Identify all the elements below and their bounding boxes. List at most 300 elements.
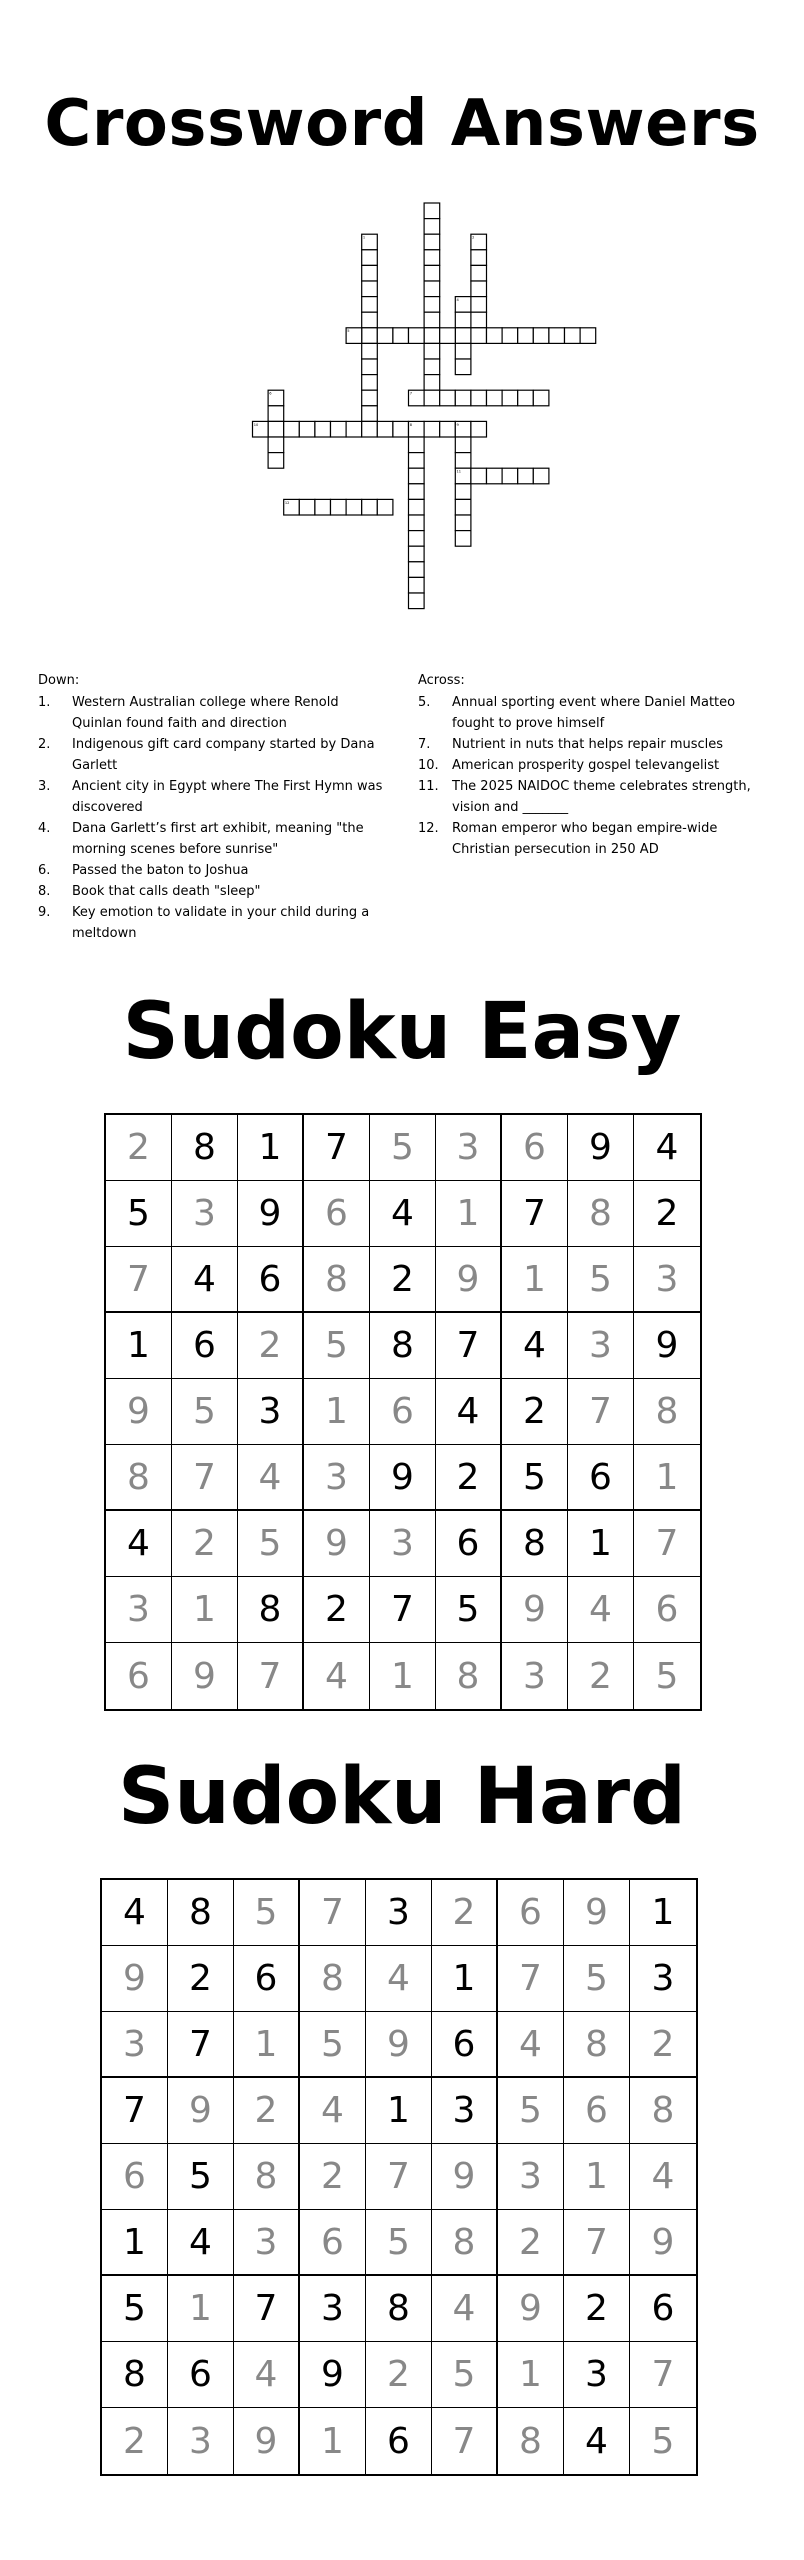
sudoku-cell: 9 (304, 1511, 370, 1577)
sudoku-cell: 7 (234, 2276, 300, 2342)
sudoku-cell: 3 (366, 1880, 432, 1946)
crossword-cell (455, 499, 471, 515)
sudoku-cell: 4 (304, 1643, 370, 1709)
sudoku-cell: 5 (172, 1379, 238, 1445)
sudoku-cell: 6 (304, 1181, 370, 1247)
crossword-cell (331, 421, 347, 437)
sudoku-cell: 1 (172, 1577, 238, 1643)
sudoku-cell: 5 (304, 1313, 370, 1379)
clue-text: Western Australian college where Renold Quinlan found faith and direction (72, 695, 339, 731)
sudoku-cell: 4 (172, 1247, 238, 1313)
crossword-cell (533, 390, 549, 406)
sudoku-cell: 3 (172, 1181, 238, 1247)
crossword-cell (471, 250, 487, 266)
sudoku-cell: 9 (366, 2012, 432, 2078)
crossword-title: Crossword Answers (44, 87, 760, 161)
crossword-cell (362, 312, 378, 328)
across-heading: Across: (418, 673, 465, 688)
crossword-cell (440, 421, 456, 437)
sudoku-cell: 1 (568, 1511, 634, 1577)
crossword-cell (424, 234, 440, 250)
crossword-cell (409, 453, 425, 469)
sudoku-cell: 9 (498, 2276, 564, 2342)
sudoku-cell: 7 (564, 2210, 630, 2276)
sudoku-cell: 7 (498, 1946, 564, 2012)
clue-text: Book that calls death "sleep" (72, 884, 261, 899)
sudoku-hard-title: Sudoku Hard (118, 1752, 686, 1842)
sudoku-cell: 5 (366, 2210, 432, 2276)
sudoku-cell: 9 (564, 1880, 630, 1946)
sudoku-cell: 2 (102, 2408, 168, 2474)
crossword-cell (409, 499, 425, 515)
crossword-cell (409, 546, 425, 562)
down-clue (38, 692, 388, 734)
clue-text: Roman emperor who began empire-wide Christian persecution in 250 AD (452, 821, 718, 857)
clue-number: 6. (38, 863, 51, 878)
crossword-cell-number: 10 (253, 422, 259, 427)
sudoku-cell: 9 (370, 1445, 436, 1511)
crossword-cell (487, 390, 503, 406)
sudoku-cell: 7 (102, 2078, 168, 2144)
sudoku-cell: 7 (172, 1445, 238, 1511)
sudoku-cell: 4 (238, 1445, 304, 1511)
crossword-cell (424, 328, 440, 344)
clue-number: 4. (38, 821, 51, 836)
crossword-cell (455, 343, 471, 359)
across-clue (418, 776, 768, 818)
sudoku-cell: 7 (106, 1247, 172, 1313)
sudoku-cell: 4 (498, 2012, 564, 2078)
crossword-cell-number: 7 (409, 391, 412, 396)
crossword-cell (471, 390, 487, 406)
crossword-cell (362, 328, 378, 344)
sudoku-cell: 8 (234, 2144, 300, 2210)
crossword-grid (0, 0, 804, 620)
crossword-cell (487, 468, 503, 484)
sudoku-hard-grid (100, 1878, 698, 2476)
clue-text: The 2025 NAIDOC theme celebrates strength, vision and _______ (452, 779, 751, 815)
sudoku-cell: 5 (168, 2144, 234, 2210)
crossword-cell (533, 468, 549, 484)
crossword-cell (471, 281, 487, 297)
sudoku-cell: 2 (168, 1946, 234, 2012)
sudoku-cell: 4 (432, 2276, 498, 2342)
sudoku-cell: 9 (432, 2144, 498, 2210)
crossword-cell (409, 531, 425, 547)
crossword-cell (424, 297, 440, 313)
sudoku-cell: 3 (238, 1379, 304, 1445)
crossword-cell (471, 265, 487, 281)
crossword-cell (549, 328, 565, 344)
sudoku-cell: 8 (630, 2078, 696, 2144)
sudoku-cell: 6 (366, 2408, 432, 2474)
crossword-cell (299, 499, 315, 515)
sudoku-cell: 3 (106, 1577, 172, 1643)
sudoku-easy-grid (104, 1113, 702, 1711)
crossword-cell (455, 531, 471, 547)
crossword-cell (455, 515, 471, 531)
sudoku-cell: 6 (432, 2012, 498, 2078)
sudoku-cell: 4 (502, 1313, 568, 1379)
crossword-cell (471, 421, 487, 437)
crossword-cell (362, 281, 378, 297)
sudoku-cell: 2 (432, 1880, 498, 1946)
sudoku-cell: 7 (568, 1379, 634, 1445)
sudoku-cell: 8 (436, 1643, 502, 1709)
sudoku-cell: 6 (234, 1946, 300, 2012)
crossword-cell-number: 8 (409, 422, 412, 427)
crossword-cell (424, 390, 440, 406)
sudoku-cell: 5 (498, 2078, 564, 2144)
crossword-cell (440, 328, 456, 344)
crossword-cell (471, 312, 487, 328)
sudoku-cell: 8 (304, 1247, 370, 1313)
sudoku-cell: 2 (370, 1247, 436, 1313)
crossword-cell (377, 499, 393, 515)
sudoku-cell: 2 (300, 2144, 366, 2210)
across-clue (418, 692, 768, 734)
down-clue (38, 881, 388, 902)
sudoku-cell: 1 (366, 2078, 432, 2144)
crossword-cell-number: 4 (456, 298, 459, 302)
sudoku-cell: 4 (234, 2342, 300, 2408)
crossword-cell (518, 390, 534, 406)
sudoku-cell: 7 (238, 1643, 304, 1709)
crossword-cell (362, 250, 378, 266)
sudoku-cell: 5 (234, 1880, 300, 1946)
crossword-cell (393, 328, 409, 344)
sudoku-cell: 4 (102, 1880, 168, 1946)
clue-text: Ancient city in Egypt where The First Hymn was discovered (72, 779, 383, 815)
clue-text: American prosperity gospel televangelist (452, 758, 720, 773)
clue-number: 3. (38, 779, 51, 794)
sudoku-cell: 3 (502, 1643, 568, 1709)
sudoku-cell: 4 (630, 2144, 696, 2210)
crossword-cell (409, 593, 425, 609)
sudoku-cell: 2 (630, 2012, 696, 2078)
sudoku-cell: 2 (502, 1379, 568, 1445)
sudoku-cell: 9 (106, 1379, 172, 1445)
sudoku-cell: 6 (172, 1313, 238, 1379)
sudoku-cell: 6 (106, 1643, 172, 1709)
clue-number: 2. (38, 737, 51, 752)
down-clue (38, 860, 388, 881)
sudoku-cell: 7 (168, 2012, 234, 2078)
sudoku-cell: 5 (436, 1577, 502, 1643)
crossword-cell (424, 375, 440, 391)
sudoku-cell: 9 (172, 1643, 238, 1709)
sudoku-cell: 1 (564, 2144, 630, 2210)
sudoku-cell: 6 (498, 1880, 564, 1946)
crossword-cell-number: 12 (284, 500, 290, 505)
sudoku-cell: 8 (106, 1445, 172, 1511)
sudoku-cell: 7 (634, 1511, 700, 1577)
sudoku-cell: 6 (568, 1445, 634, 1511)
sudoku-cell: 3 (498, 2144, 564, 2210)
down-clues (38, 670, 388, 944)
crossword-cell (455, 312, 471, 328)
crossword-cell (455, 359, 471, 375)
crossword-cell (346, 421, 362, 437)
crossword-cell (362, 297, 378, 313)
crossword-cell (409, 515, 425, 531)
clue-number: 7. (418, 737, 431, 752)
crossword-cell (424, 219, 440, 235)
sudoku-cell: 4 (366, 1946, 432, 2012)
crossword-cell (424, 265, 440, 281)
sudoku-cell: 1 (502, 1247, 568, 1313)
sudoku-cell: 1 (304, 1379, 370, 1445)
crossword-cell (362, 265, 378, 281)
clue-number: 9. (38, 905, 51, 920)
sudoku-cell: 8 (370, 1313, 436, 1379)
sudoku-cell: 2 (366, 2342, 432, 2408)
sudoku-cell: 1 (102, 2210, 168, 2276)
crossword-cell (502, 390, 518, 406)
crossword-cell (362, 421, 378, 437)
clue-number: 11. (418, 779, 439, 794)
crossword-cell (533, 328, 549, 344)
crossword-cell-number: 2 (472, 235, 475, 240)
sudoku-cell: 7 (304, 1115, 370, 1181)
crossword-cell (377, 328, 393, 344)
sudoku-cell: 2 (234, 2078, 300, 2144)
sudoku-cell: 1 (436, 1181, 502, 1247)
sudoku-cell: 8 (172, 1115, 238, 1181)
clue-text: Nutrient in nuts that helps repair muscles (452, 737, 724, 752)
sudoku-cell: 1 (106, 1313, 172, 1379)
sudoku-cell: 1 (432, 1946, 498, 2012)
crossword-cell (331, 499, 347, 515)
sudoku-cell: 8 (498, 2408, 564, 2474)
crossword-cell-number: 9 (456, 422, 459, 427)
crossword-cell (502, 468, 518, 484)
sudoku-cell: 3 (630, 1946, 696, 2012)
sudoku-cell: 1 (634, 1445, 700, 1511)
crossword-cell (315, 421, 331, 437)
sudoku-cell: 9 (436, 1247, 502, 1313)
sudoku-cell: 4 (370, 1181, 436, 1247)
sudoku-cell: 6 (168, 2342, 234, 2408)
sudoku-cell: 4 (300, 2078, 366, 2144)
sudoku-cell: 7 (436, 1313, 502, 1379)
sudoku-cell: 1 (498, 2342, 564, 2408)
clue-number: 12. (418, 821, 439, 836)
crossword-cell (424, 250, 440, 266)
crossword-cell (424, 312, 440, 328)
crossword-cell (362, 406, 378, 422)
sudoku-cell: 9 (168, 2078, 234, 2144)
across-clue (418, 818, 768, 860)
clue-number: 8. (38, 884, 51, 899)
sudoku-cell: 3 (168, 2408, 234, 2474)
sudoku-cell: 4 (106, 1511, 172, 1577)
down-heading: Down: (38, 673, 80, 688)
crossword-cell (424, 421, 440, 437)
sudoku-cell: 5 (651, 2420, 675, 2462)
sudoku-cell: 5 (568, 1247, 634, 1313)
sudoku-cell: 6 (436, 1511, 502, 1577)
sudoku-cell: 2 (436, 1445, 502, 1511)
sudoku-cell: 3 (234, 2210, 300, 2276)
crossword-cell (315, 499, 331, 515)
sudoku-cell: 3 (432, 2078, 498, 2144)
clue-text: Passed the baton to Joshua (72, 863, 249, 878)
sudoku-cell: 5 (655, 1655, 679, 1697)
sudoku-cell: 5 (502, 1445, 568, 1511)
sudoku-cell: 6 (564, 2078, 630, 2144)
crossword-cell (424, 203, 440, 219)
sudoku-cell: 9 (634, 1313, 700, 1379)
sudoku-cell: 5 (564, 1946, 630, 2012)
sudoku-cell: 9 (234, 2408, 300, 2474)
sudoku-cell: 6 (102, 2144, 168, 2210)
sudoku-cell: 2 (304, 1577, 370, 1643)
sudoku-cell: 6 (630, 2276, 696, 2342)
sudoku-cell: 5 (102, 2276, 168, 2342)
crossword-cell (377, 421, 393, 437)
crossword-cell (409, 484, 425, 500)
across-clues (418, 670, 768, 860)
crossword-cell (455, 390, 471, 406)
sudoku-cell: 3 (300, 2276, 366, 2342)
clue-text: Dana Garlett’s first art exhibit, meaning "the morning scenes before sunrise" (72, 821, 364, 857)
sudoku-cell: 2 (106, 1115, 172, 1181)
clue-text: Indigenous gift card company started by Dana Garlett (72, 737, 375, 773)
crossword-cell (362, 499, 378, 515)
sudoku-cell: 8 (502, 1511, 568, 1577)
sudoku-cell: 9 (502, 1577, 568, 1643)
sudoku-cell: 7 (370, 1577, 436, 1643)
sudoku-cell: 4 (168, 2210, 234, 2276)
clue-text: Key emotion to validate in your child during a meltdown (72, 905, 370, 941)
crossword-cell (455, 453, 471, 469)
sudoku-cell: 1 (370, 1643, 436, 1709)
sudoku-cell: 8 (432, 2210, 498, 2276)
sudoku-cell: 3 (102, 2012, 168, 2078)
sudoku-cell: 2 (634, 1181, 700, 1247)
sudoku-cell: 6 (238, 1247, 304, 1313)
crossword-cell (455, 437, 471, 453)
crossword-cell (518, 328, 534, 344)
sudoku-cell: 7 (366, 2144, 432, 2210)
sudoku-cell: 7 (502, 1181, 568, 1247)
sudoku-cell: 9 (630, 2210, 696, 2276)
sudoku-cell: 3 (370, 1511, 436, 1577)
sudoku-cell: 8 (300, 1946, 366, 2012)
crossword-cell (362, 375, 378, 391)
sudoku-cell: 3 (568, 1313, 634, 1379)
down-clue (38, 734, 388, 776)
sudoku-cell: 5 (238, 1511, 304, 1577)
sudoku-cell: 4 (634, 1115, 700, 1181)
sudoku-cell: 1 (234, 2012, 300, 2078)
across-clue (418, 755, 768, 776)
sudoku-cell: 7 (432, 2408, 498, 2474)
clue-text: Annual sporting event where Daniel Matteo fought to prove himself (452, 695, 736, 731)
sudoku-cell: 7 (300, 1880, 366, 1946)
sudoku-cell: 8 (366, 2276, 432, 2342)
sudoku-cell: 3 (436, 1115, 502, 1181)
crossword-cell (471, 468, 487, 484)
crossword-cell-number: 1 (362, 235, 366, 240)
crossword-cell (268, 437, 284, 453)
sudoku-cell: 6 (370, 1379, 436, 1445)
sudoku-cell: 6 (502, 1115, 568, 1181)
crossword-cell (424, 343, 440, 359)
sudoku-easy-title: Sudoku Easy (122, 987, 682, 1077)
clue-number: 5. (418, 695, 431, 710)
crossword-cell (409, 437, 425, 453)
across-clue (418, 734, 768, 755)
crossword-cell (440, 390, 456, 406)
crossword-cell (502, 328, 518, 344)
sudoku-cell: 8 (634, 1379, 700, 1445)
crossword-cell (268, 453, 284, 469)
crossword-cell (409, 577, 425, 593)
sudoku-cell: 4 (568, 1577, 634, 1643)
crossword-cell (424, 359, 440, 375)
crossword-cell (455, 328, 471, 344)
sudoku-cell: 7 (630, 2342, 696, 2408)
crossword-cell (362, 390, 378, 406)
crossword-cell (580, 328, 596, 344)
sudoku-cell: 5 (106, 1181, 172, 1247)
sudoku-cell: 6 (634, 1577, 700, 1643)
crossword-cell (362, 343, 378, 359)
sudoku-cell: 3 (564, 2342, 630, 2408)
crossword-cell (518, 468, 534, 484)
crossword-cell (284, 421, 300, 437)
sudoku-cell: 8 (568, 1181, 634, 1247)
crossword-cell (565, 328, 581, 344)
clue-number: 1. (38, 695, 51, 710)
sudoku-cell: 8 (102, 2342, 168, 2408)
crossword-cell (346, 499, 362, 515)
crossword-cell (471, 297, 487, 313)
sudoku-cell: 9 (238, 1181, 304, 1247)
crossword-cell-number: 6 (269, 391, 272, 396)
sudoku-cell: 2 (238, 1313, 304, 1379)
sudoku-cell: 2 (172, 1511, 238, 1577)
sudoku-cell: 8 (168, 1880, 234, 1946)
crossword-cell (487, 328, 503, 344)
sudoku-cell: 5 (432, 2342, 498, 2408)
sudoku-cell: 9 (568, 1115, 634, 1181)
sudoku-cell: 1 (168, 2276, 234, 2342)
crossword-cell (471, 328, 487, 344)
sudoku-cell: 8 (564, 2012, 630, 2078)
down-clue (38, 902, 388, 944)
sudoku-cell: 5 (300, 2012, 366, 2078)
crossword-cell-number: 5 (347, 329, 350, 334)
crossword-cell (268, 406, 284, 422)
sudoku-cell: 4 (564, 2408, 630, 2474)
crossword-cell-number: 11 (456, 469, 462, 474)
sudoku-cell: 9 (102, 1946, 168, 2012)
sudoku-cell: 1 (630, 1880, 696, 1946)
crossword-cell (393, 421, 409, 437)
down-clue (38, 818, 388, 860)
sudoku-cell: 2 (564, 2276, 630, 2342)
sudoku-cell: 6 (300, 2210, 366, 2276)
crossword-cell (424, 281, 440, 297)
sudoku-cell: 3 (634, 1247, 700, 1313)
sudoku-cell: 4 (436, 1379, 502, 1445)
crossword-cell (455, 484, 471, 500)
clue-number: 10. (418, 758, 439, 773)
crossword-cell (268, 421, 284, 437)
